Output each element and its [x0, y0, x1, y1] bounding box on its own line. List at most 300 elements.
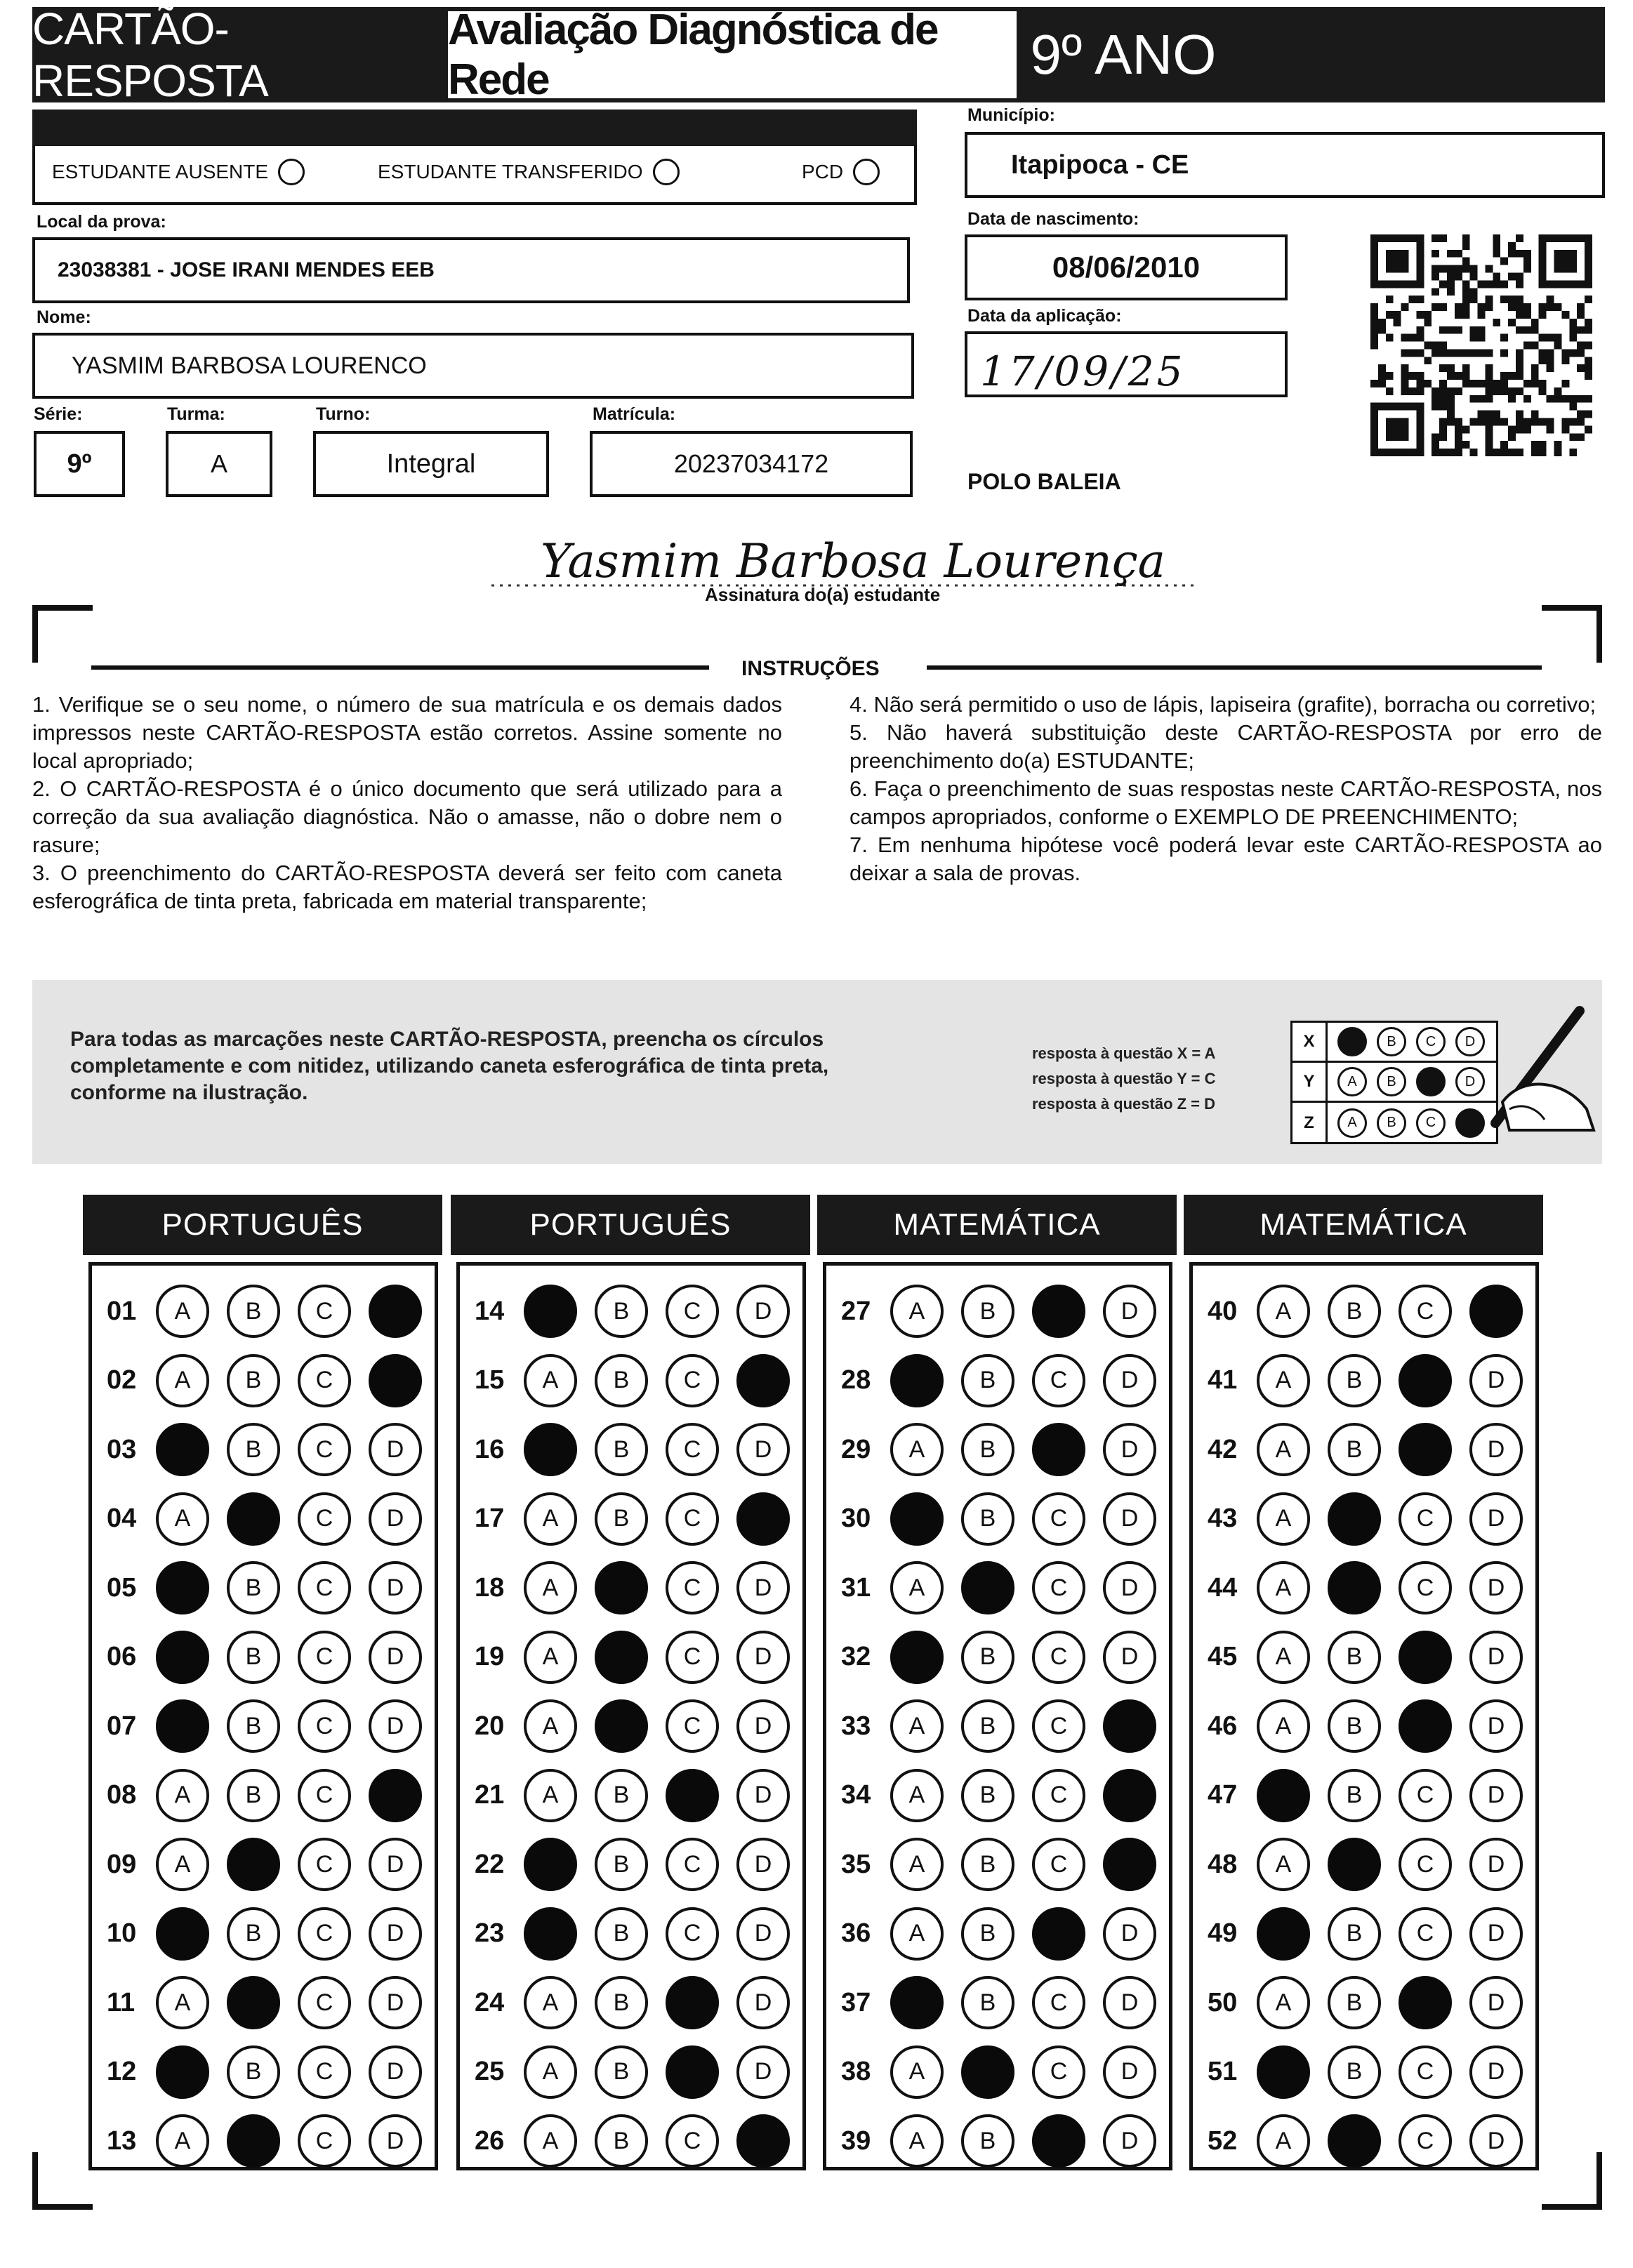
question-number: 32	[841, 1642, 871, 1671]
option-bubble-d[interactable]: D	[1469, 2114, 1523, 2168]
option-bubble-c[interactable]: C	[298, 1354, 351, 1407]
option-bubble-b[interactable]: B	[227, 1699, 280, 1753]
option-bubble-c[interactable]: C	[1032, 1838, 1085, 1891]
option-bubble-b[interactable]: B	[227, 1907, 280, 1961]
option-bubble-b[interactable]: B	[595, 1769, 648, 1822]
section-header: MATEMÁTICA	[1184, 1195, 1543, 1255]
question-row	[107, 1285, 439, 1338]
option-bubble-c[interactable]: C	[298, 1423, 351, 1476]
option-bubble-d[interactable]: D	[1103, 1285, 1156, 1338]
option-bubble-b[interactable]: B	[227, 1631, 280, 1684]
option-bubble-c[interactable]: C	[666, 1907, 719, 1961]
option-bubble-c[interactable]: C	[298, 1285, 351, 1338]
example-row	[1292, 1103, 1496, 1143]
question-row	[107, 2114, 439, 2168]
option-bubble-b[interactable]: B	[961, 1354, 1014, 1407]
transferred-radio[interactable]	[653, 159, 680, 185]
option-bubble-b[interactable]: B	[961, 1907, 1014, 1961]
option-bubble-d[interactable]	[736, 1354, 790, 1407]
option-bubble-c[interactable]: C	[1032, 1769, 1085, 1822]
option-bubble-a[interactable]: A	[524, 1354, 577, 1407]
option-bubble-d[interactable]: D	[736, 1907, 790, 1961]
option-bubble-c[interactable]	[666, 1976, 719, 2029]
option-bubble-c[interactable]: C	[1399, 1838, 1452, 1891]
option-bubble-a[interactable]: A	[524, 2114, 577, 2168]
option-bubble-b[interactable]: B	[595, 1907, 648, 1961]
option-bubble-d[interactable]: D	[1469, 1976, 1523, 2029]
option-bubble-c[interactable]: C	[666, 1838, 719, 1891]
option-bubble-a[interactable]: A	[890, 1769, 944, 1822]
option-bubble-c[interactable]: C	[1399, 1907, 1452, 1961]
option-bubble-c[interactable]: C	[298, 1492, 351, 1546]
absent-radio[interactable]	[278, 159, 305, 185]
option-bubble-b[interactable]: B	[1328, 2045, 1381, 2099]
signature: Yasmim Barbosa Lourença	[541, 534, 1166, 588]
option-bubble-a[interactable]: A	[890, 1285, 944, 1338]
option-bubble-d[interactable]	[1103, 1769, 1156, 1822]
section-header: MATEMÁTICA	[817, 1195, 1177, 1255]
option-bubble-b[interactable]: B	[595, 1838, 648, 1891]
option-bubble-a[interactable]	[524, 1838, 577, 1891]
option-bubble-c[interactable]: C	[298, 1631, 351, 1684]
instructions-left	[32, 691, 782, 915]
question-number: 35	[841, 1849, 871, 1879]
question-row	[475, 1285, 807, 1338]
question-number: 05	[107, 1572, 137, 1603]
question-row	[107, 1907, 439, 1961]
option-bubble-c[interactable]: C	[1399, 2114, 1452, 2168]
option-bubble-c[interactable]	[1032, 1907, 1085, 1961]
option-bubble-d[interactable]: D	[1469, 1769, 1523, 1822]
option-bubble-b[interactable]: B	[595, 1492, 648, 1546]
option-bubble-a[interactable]	[1257, 2045, 1310, 2099]
option-bubble-a[interactable]	[156, 1699, 209, 1753]
option-bubble-b[interactable]: B	[595, 1285, 648, 1338]
option-bubble-c[interactable]	[1399, 1699, 1452, 1753]
pcd-option[interactable]	[802, 159, 880, 185]
option-bubble-d[interactable]: D	[1103, 1561, 1156, 1614]
option-bubble-a[interactable]: A	[1257, 1285, 1310, 1338]
question-number: 21	[475, 1780, 505, 1810]
example-legend-x: resposta à questão X = A	[1032, 1045, 1216, 1062]
question-row	[1208, 1561, 1540, 1614]
option-bubble-c[interactable]: C	[666, 1354, 719, 1407]
section-header: PORTUGUÊS	[83, 1195, 442, 1255]
option-bubble-b[interactable]: B	[595, 2114, 648, 2168]
question-number: 24	[475, 1987, 505, 2017]
option-bubble-a[interactable]: A	[156, 2114, 209, 2168]
option-bubble-d[interactable]: D	[369, 1838, 422, 1891]
option-bubble-d[interactable]	[736, 1492, 790, 1546]
pen-hand-icon	[1481, 997, 1601, 1137]
option-bubble-d[interactable]	[369, 1769, 422, 1822]
option-bubble-d[interactable]: D	[369, 1492, 422, 1546]
question-number: 37	[841, 1987, 871, 2017]
question-number: 11	[107, 1987, 135, 2017]
option-bubble-a[interactable]: A	[1257, 1699, 1310, 1753]
local-label: Local da prova:	[37, 212, 166, 232]
option-bubble-b[interactable]	[961, 2045, 1014, 2099]
option-bubble-a[interactable]	[890, 1631, 944, 1684]
option-bubble-c[interactable]: C	[666, 1699, 719, 1753]
option-bubble-b[interactable]: B	[595, 1423, 648, 1476]
option-bubble-c[interactable]	[1399, 1976, 1452, 2029]
option-bubble-b[interactable]: B	[227, 1354, 280, 1407]
option-bubble-a[interactable]: A	[1257, 1631, 1310, 1684]
option-bubble-d[interactable]	[1103, 1838, 1156, 1891]
option-bubble-b[interactable]: B	[1328, 1699, 1381, 1753]
question-number: 46	[1208, 1711, 1238, 1741]
serie-label: Série:	[34, 404, 83, 424]
absent-option[interactable]	[52, 159, 305, 185]
option-bubble-b[interactable]	[595, 1561, 648, 1614]
option-bubble-d[interactable]: D	[369, 2114, 422, 2168]
option-bubble-c[interactable]: C	[1399, 1492, 1452, 1546]
option-bubble-a[interactable]: A	[524, 1492, 577, 1546]
option-bubble-b[interactable]	[1328, 1838, 1381, 1891]
question-number: 12	[107, 2057, 137, 2086]
option-bubble-a[interactable]	[890, 1354, 944, 1407]
turma-field: A	[166, 431, 272, 497]
option-bubble-a[interactable]	[524, 1285, 577, 1338]
option-bubble-c[interactable]	[1399, 1354, 1452, 1407]
option-bubble-c[interactable]: C	[298, 1769, 351, 1822]
example-row	[1292, 1023, 1496, 1063]
option-bubble-c[interactable]: C	[298, 1561, 351, 1614]
option-bubble-d[interactable]: D	[1103, 2045, 1156, 2099]
option-bubble-d[interactable]: D	[369, 1699, 422, 1753]
option-bubble-d[interactable]: D	[369, 1423, 422, 1476]
corner-mark-tl-v	[32, 605, 38, 663]
option-bubble-b[interactable]: B	[595, 1354, 648, 1407]
option-bubble-a[interactable]: A	[1257, 2114, 1310, 2168]
question-row	[107, 1699, 439, 1753]
option-bubble-c[interactable]	[1032, 2114, 1085, 2168]
option-bubble-c[interactable]: C	[1399, 1769, 1452, 1822]
option-bubble-b[interactable]: B	[961, 2114, 1014, 2168]
option-bubble-a[interactable]	[156, 1631, 209, 1684]
option-bubble-a[interactable]	[156, 2045, 209, 2099]
option-bubble-a[interactable]	[1257, 1907, 1310, 1961]
option-bubble-b[interactable]: B	[1328, 1907, 1381, 1961]
option-bubble-d[interactable]: D	[1469, 1423, 1523, 1476]
option-bubble-b[interactable]	[227, 1492, 280, 1546]
question-row	[1208, 1631, 1540, 1684]
option-bubble-c[interactable]: C	[1032, 1354, 1085, 1407]
option-bubble-d[interactable]: D	[736, 1423, 790, 1476]
question-number: 13	[107, 2126, 137, 2156]
option-bubble-d[interactable]: D	[1469, 1631, 1523, 1684]
option-bubble-a[interactable]: A	[156, 1285, 209, 1338]
question-row	[475, 1907, 807, 1961]
option-bubble-c[interactable]	[1399, 1423, 1452, 1476]
question-row	[841, 1907, 1174, 1961]
question-row	[1208, 1492, 1540, 1546]
serie-field: 9º	[34, 431, 125, 497]
option-bubble-a[interactable]: A	[156, 1492, 209, 1546]
exam-title: Avaliação Diagnóstica de Rede	[448, 11, 1017, 98]
option-bubble-d[interactable]: D	[736, 2045, 790, 2099]
option-bubble-b[interactable]	[595, 1699, 648, 1753]
option-bubble-b[interactable]: B	[227, 1769, 280, 1822]
option-bubble-c[interactable]: C	[1032, 2045, 1085, 2099]
option-bubble-d[interactable]: D	[736, 1285, 790, 1338]
option-bubble-d[interactable]: D	[1469, 1561, 1523, 1614]
question-number: 15	[475, 1365, 505, 1395]
option-bubble-c[interactable]: C	[1032, 1631, 1085, 1684]
option-bubble-a[interactable]: A	[156, 1769, 209, 1822]
option-bubble-c[interactable]: C	[298, 1907, 351, 1961]
corner-mark-tl	[32, 605, 93, 611]
option-bubble-b[interactable]: B	[1328, 1354, 1381, 1407]
option-bubble-a[interactable]	[890, 1492, 944, 1546]
instructions-rule-left	[91, 665, 709, 670]
question-number: 43	[1208, 1504, 1238, 1533]
question-number: 50	[1208, 1987, 1238, 2017]
option-bubble-b[interactable]: B	[227, 1285, 280, 1338]
option-bubble-c[interactable]: C	[1032, 1976, 1085, 2029]
transferred-option[interactable]	[378, 159, 680, 185]
option-bubble-d[interactable]: D	[369, 1631, 422, 1684]
option-bubble-d[interactable]: D	[736, 1699, 790, 1753]
option-bubble-b[interactable]	[1328, 1561, 1381, 1614]
option-bubble-a[interactable]	[1257, 1769, 1310, 1822]
option-bubble-b[interactable]: B	[595, 1976, 648, 2029]
option-bubble-c[interactable]: C	[1399, 1561, 1452, 1614]
option-bubble-c[interactable]: C	[1032, 1699, 1085, 1753]
question-row	[1208, 1907, 1540, 1961]
option-bubble-b[interactable]	[961, 1561, 1014, 1614]
option-bubble-a[interactable]: A	[156, 1354, 209, 1407]
option-bubble-a[interactable]	[524, 1423, 577, 1476]
option-bubble-c[interactable]: C	[1399, 2045, 1452, 2099]
option-bubble-b[interactable]: B	[961, 1699, 1014, 1753]
option-bubble-d[interactable]: D	[369, 1907, 422, 1961]
option-bubble-b[interactable]	[1328, 1492, 1381, 1546]
instructions-right	[849, 691, 1602, 887]
option-bubble-b[interactable]: B	[961, 1423, 1014, 1476]
option-bubble-a[interactable]: A	[890, 1699, 944, 1753]
option-bubble-a[interactable]: A	[524, 1976, 577, 2029]
option-bubble-d[interactable]: D	[369, 1976, 422, 2029]
option-bubble-c[interactable]: C	[666, 1561, 719, 1614]
option-bubble-d[interactable]	[1103, 1699, 1156, 1753]
option-bubble-b[interactable]: B	[961, 1285, 1014, 1338]
option-bubble-a[interactable]: A	[890, 1838, 944, 1891]
option-bubble-d[interactable]: D	[1103, 1492, 1156, 1546]
absent-label: ESTUDANTE AUSENTE	[52, 161, 269, 183]
option-bubble-c[interactable]	[1032, 1423, 1085, 1476]
option-bubble-a[interactable]: A	[1257, 1492, 1310, 1546]
option-bubble-c[interactable]: C	[666, 1631, 719, 1684]
status-strip	[32, 110, 917, 146]
option-bubble-c[interactable]: C	[666, 1285, 719, 1338]
question-number: 16	[475, 1434, 505, 1464]
transferred-label: ESTUDANTE TRANSFERIDO	[378, 161, 643, 183]
question-row	[475, 1769, 807, 1822]
option-bubble-a[interactable]: A	[1257, 1838, 1310, 1891]
option-bubble-c[interactable]: C	[666, 1492, 719, 1546]
option-bubble-a[interactable]	[156, 1423, 209, 1476]
option-bubble-c[interactable]: C	[298, 1838, 351, 1891]
option-bubble-a[interactable]: A	[890, 2114, 944, 2168]
option-bubble-c[interactable]: C	[1399, 1285, 1452, 1338]
option-bubble-a[interactable]: A	[156, 1838, 209, 1891]
question-number: 44	[1208, 1572, 1238, 1603]
option-bubble-b[interactable]: B	[227, 1561, 280, 1614]
option-bubble-d[interactable]: D	[1469, 1838, 1523, 1891]
question-number: 04	[107, 1504, 137, 1533]
option-bubble-c[interactable]: C	[666, 2114, 719, 2168]
question-number: 07	[107, 1711, 137, 1741]
option-bubble-a[interactable]	[156, 1907, 209, 1961]
question-number: 48	[1208, 1849, 1238, 1879]
question-row	[841, 1561, 1174, 1614]
instruction-item: 1. Verifique se o seu nome, o número de sua matrícula e os demais dados impressos neste CARTÃO-RESPOSTA estão corretos. Assine somente no local apropriado;	[32, 692, 782, 773]
question-row	[1208, 1699, 1540, 1753]
option-bubble-c[interactable]: C	[298, 2045, 351, 2099]
option-bubble-b[interactable]: B	[1328, 1976, 1381, 2029]
option-bubble-c[interactable]	[1032, 1285, 1085, 1338]
option-bubble-c[interactable]	[666, 1769, 719, 1822]
option-bubble-b[interactable]: B	[1328, 1769, 1381, 1822]
matricula-label: Matrícula:	[593, 404, 676, 424]
option-bubble-d[interactable]: D	[1103, 1631, 1156, 1684]
option-bubble-a[interactable]: A	[890, 1423, 944, 1476]
question-row	[841, 1492, 1174, 1546]
option-bubble-c[interactable]	[1399, 1631, 1452, 1684]
option-bubble-d[interactable]: D	[736, 1561, 790, 1614]
option-bubble-a[interactable]	[890, 1976, 944, 2029]
question-number: 31	[841, 1572, 871, 1603]
pcd-radio[interactable]	[853, 159, 880, 185]
option-bubble-b[interactable]: B	[961, 1492, 1014, 1546]
polo-label: POLO BALEIA	[967, 469, 1121, 494]
option-bubble-b[interactable]: B	[1328, 1285, 1381, 1338]
question-row	[841, 1838, 1174, 1891]
option-bubble-a[interactable]: A	[524, 1769, 577, 1822]
option-bubble-d[interactable]: D	[1103, 1354, 1156, 1407]
grade-label: 9º ANO	[1030, 23, 1217, 86]
option-bubble-d[interactable]: D	[1469, 1699, 1523, 1753]
option-bubble-a[interactable]: A	[1257, 1423, 1310, 1476]
question-row	[1208, 1354, 1540, 1407]
option-bubble-d[interactable]: D	[736, 1769, 790, 1822]
option-bubble-c[interactable]: C	[298, 1976, 351, 2029]
question-number: 29	[841, 1434, 871, 1464]
option-bubble-d[interactable]: D	[1103, 2114, 1156, 2168]
option-bubble-a[interactable]: A	[1257, 1561, 1310, 1614]
aplicacao-field	[965, 331, 1288, 397]
option-bubble-b[interactable]: B	[595, 2045, 648, 2099]
option-bubble-d[interactable]	[1469, 1285, 1523, 1338]
option-bubble-a[interactable]: A	[524, 1631, 577, 1684]
option-bubble-a[interactable]	[524, 1907, 577, 1961]
question-number: 45	[1208, 1642, 1238, 1671]
instruction-item: 7. Em nenhuma hipótese você poderá levar este CARTÃO-RESPOSTA ao deixar a sala de provas.	[849, 833, 1602, 885]
option-bubble-d[interactable]: D	[1469, 1354, 1523, 1407]
question-number: 27	[841, 1296, 871, 1326]
question-row	[1208, 1976, 1540, 2029]
option-bubble-b[interactable]: B	[1328, 1631, 1381, 1684]
example-bubble-d	[1455, 1108, 1485, 1138]
question-number: 36	[841, 1918, 871, 1948]
example-bubble-a: A	[1337, 1108, 1367, 1138]
example-legend-y: resposta à questão Y = C	[1032, 1070, 1216, 1087]
signature-label: Assinatura do(a) estudante	[705, 584, 941, 605]
option-bubble-c[interactable]: C	[298, 1699, 351, 1753]
option-bubble-a[interactable]: A	[524, 1699, 577, 1753]
question-number: 47	[1208, 1780, 1238, 1810]
qr-code-icon	[1370, 234, 1592, 456]
example-bubble-c	[1416, 1067, 1446, 1096]
option-bubble-d[interactable]	[369, 1354, 422, 1407]
option-bubble-c[interactable]: C	[666, 1423, 719, 1476]
option-bubble-b[interactable]: B	[961, 1769, 1014, 1822]
option-bubble-b[interactable]	[227, 1976, 280, 2029]
question-row	[107, 1492, 439, 1546]
option-bubble-a[interactable]: A	[524, 1561, 577, 1614]
question-row	[1208, 1423, 1540, 1476]
option-bubble-c[interactable]	[666, 2045, 719, 2099]
option-bubble-b[interactable]: B	[961, 1838, 1014, 1891]
option-bubble-a[interactable]: A	[1257, 1976, 1310, 2029]
option-bubble-d[interactable]: D	[369, 1561, 422, 1614]
option-bubble-d[interactable]: D	[1103, 1976, 1156, 2029]
option-bubble-c[interactable]: C	[1032, 1561, 1085, 1614]
option-bubble-d[interactable]	[736, 2114, 790, 2168]
option-bubble-b[interactable]	[227, 2114, 280, 2168]
option-bubble-d[interactable]	[369, 1285, 422, 1338]
option-bubble-d[interactable]: D	[1469, 1907, 1523, 1961]
option-bubble-b[interactable]	[595, 1631, 648, 1684]
option-bubble-d[interactable]: D	[1469, 2045, 1523, 2099]
question-number: 40	[1208, 1296, 1238, 1326]
option-bubble-c[interactable]: C	[298, 2114, 351, 2168]
question-row	[1208, 2114, 1540, 2168]
option-bubble-d[interactable]: D	[1103, 1423, 1156, 1476]
option-bubble-d[interactable]: D	[369, 2045, 422, 2099]
option-bubble-a[interactable]	[156, 1561, 209, 1614]
example-row-label: Z	[1292, 1103, 1328, 1143]
question-row	[107, 1354, 439, 1407]
question-row	[1208, 2045, 1540, 2099]
question-row	[475, 2114, 807, 2168]
option-bubble-a[interactable]: A	[890, 1907, 944, 1961]
option-bubble-a[interactable]: A	[890, 2045, 944, 2099]
option-bubble-b[interactable]: B	[961, 1976, 1014, 2029]
question-row	[475, 1561, 807, 1614]
option-bubble-d[interactable]: D	[1469, 1492, 1523, 1546]
option-bubble-d[interactable]: D	[736, 1631, 790, 1684]
option-bubble-b[interactable]	[1328, 2114, 1381, 2168]
option-bubble-a[interactable]: A	[156, 1976, 209, 2029]
option-bubble-b[interactable]	[227, 1838, 280, 1891]
question-number: 38	[841, 2057, 871, 2086]
option-bubble-d[interactable]: D	[1103, 1907, 1156, 1961]
option-bubble-a[interactable]: A	[524, 2045, 577, 2099]
option-bubble-b[interactable]: B	[1328, 1423, 1381, 1476]
example-row-label: Y	[1292, 1063, 1328, 1101]
option-bubble-c[interactable]: C	[1032, 1492, 1085, 1546]
option-bubble-b[interactable]: B	[227, 1423, 280, 1476]
option-bubble-a[interactable]: A	[890, 1561, 944, 1614]
option-bubble-d[interactable]: D	[736, 1838, 790, 1891]
option-bubble-d[interactable]: D	[736, 1976, 790, 2029]
option-bubble-a[interactable]: A	[1257, 1354, 1310, 1407]
option-bubble-b[interactable]: B	[961, 1631, 1014, 1684]
option-bubble-b[interactable]: B	[227, 2045, 280, 2099]
